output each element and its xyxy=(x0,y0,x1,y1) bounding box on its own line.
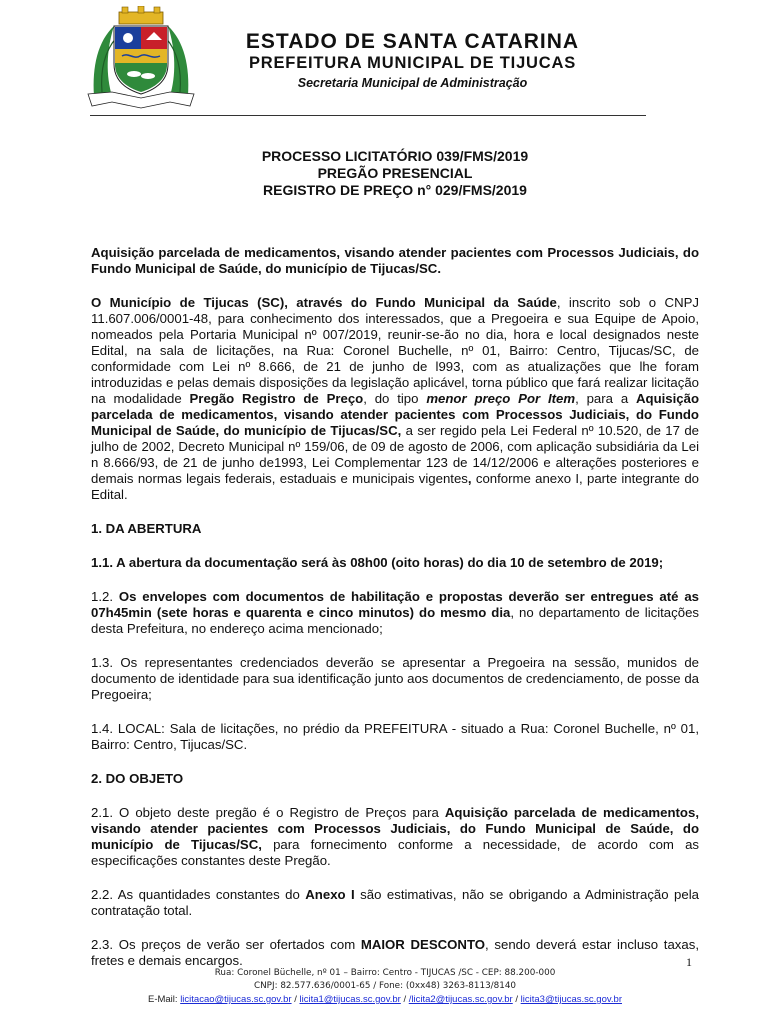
intro-text3: , para a xyxy=(575,391,636,406)
item-2-1 xyxy=(91,805,699,869)
section-2-title: 2. DO OBJETO xyxy=(91,771,184,786)
footer-address: Rua: Coronel Büchelle, nº 01 – Bairro: Centro - TIJUCAS /SC - CEP: 88.200-000 xyxy=(214,968,556,978)
prefeitura-title: PREFEITURA MUNICIPAL DE TIJUCAS xyxy=(248,54,576,72)
section-1-title: 1. DA ABERTURA xyxy=(91,521,202,536)
intro-bold: O Município de Tijucas (SC), através do Fundo Municipal da Saúde xyxy=(91,295,557,310)
coat-of-arms-icon xyxy=(84,6,198,110)
email-sep: / xyxy=(512,994,521,1005)
item-1-2 xyxy=(91,589,699,637)
document-body xyxy=(91,148,699,969)
intro-text4: a ser regido pela Lei Federal nº 10.520, de 17 de julho de 2002, Decreto Municipal nº 159/06, de 09 de agosto de 2006, com aplicação subsidiária da Lei n 8.666/93, de 21 de junho de1993, Lei Complementar 123 de 14/12/2006 e alterações posteriores e demais normas legais federais, estaduais e municipais vigentes xyxy=(91,423,699,486)
item-2-1-bold: Aquisição parcelada de medicamentos, visando atender pacientes com Processos Judiciais, do Fundo Municipal de Saúde, do município de Tijucas/SC, xyxy=(91,805,699,852)
intro-modality: Pregão Registro de Preço xyxy=(189,391,364,406)
item-1-2-text: , no departamento de licitações desta Prefeitura, no endereço acima mencionado; xyxy=(91,605,699,636)
intro-paragraph xyxy=(91,295,699,503)
letterhead xyxy=(0,0,770,115)
intro-type: menor preço Por Item xyxy=(426,391,576,406)
process-heading xyxy=(91,148,699,199)
page-number: 1 xyxy=(686,955,692,969)
email-label: E-Mail: xyxy=(147,994,181,1005)
item-2-2-bold: Anexo I xyxy=(305,887,355,902)
item-2-1-text: 2.1. O objeto deste pregão é o Registro de Preços para xyxy=(91,805,445,820)
state-title: ESTADO DE SANTA CATARINA xyxy=(245,30,580,53)
price-registry-number: REGISTRO DE PREÇO n° 029/FMS/2019 xyxy=(263,182,527,198)
intro-text5: conforme anexo I, parte integrante do Edital. xyxy=(91,471,699,502)
email-link-licitacao[interactable]: licitacao@tijucas.sc.gov.br xyxy=(180,994,292,1005)
intro-comma: , xyxy=(467,471,472,486)
email-link-licita2[interactable]: /licita2@tijucas.sc.gov.br xyxy=(408,994,513,1005)
email-sep: / xyxy=(291,994,300,1005)
modality: PREGÃO PRESENCIAL xyxy=(317,165,473,181)
item-2-2-text2: são estimativas, não se obrigando a Administração pela contratação total. xyxy=(91,887,699,918)
intro-text: , inscrito sob o CNPJ 11.607.006/0001-48, para conhecimento dos interessados, que a Pregoeira e sua Equipe de Apoio, nomeados pela Portaria Municipal nº 007/2019, reunir-se-ão no dia, hora e local designados neste Edital, na sala de licitações, na Rua: Coronel Buchelle, nº 01, Bairro: Centro, Tijucas/SC, de conformidade com Lei nº 8.666, de 21 de junho de l993, com as atualizações que lhe foram introduzidas e pelas demais disposições da legislação aplicável, torna público que fará realizar licitação na modalidade xyxy=(91,295,699,406)
process-number: PROCESSO LICITATÓRIO 039/FMS/2019 xyxy=(261,148,529,164)
footer xyxy=(60,967,710,1006)
item-2-3-text2: , sendo deverá estar incluso taxas, fretes e demais encargos. xyxy=(91,937,699,968)
item-2-1-text2: para fornecimento conforme a necessidade, de acordo com as especificações constantes deste Pregão. xyxy=(91,837,700,868)
item-2-3 xyxy=(91,937,699,969)
item-1-3: 1.3. Os representantes credenciados deverão se apresentar a Pregoeira na sessão, munidos de documento de identidade para sua identificação junto aos documentos de credenciamento, de posse da Pregoeira; xyxy=(91,655,699,702)
item-1-1: 1.1. A abertura da documentação será às 08h00 (oito horas) do dia 10 de setembro de 2019; xyxy=(91,555,664,570)
footer-cnpj: CNPJ: 82.577.636/0001-65 / Fone: (0xx48) 3263-8113/8140 xyxy=(253,981,517,991)
email-sep: / xyxy=(400,994,409,1005)
item-2-3-text: 2.3. Os preços de verão ser ofertados com xyxy=(91,937,361,952)
email-link-licita1[interactable]: licita1@tijucas.sc.gov.br xyxy=(299,994,401,1005)
intro-object: Aquisição parcelada de medicamentos, visando atender pacientes com Processos Judiciais, do Fundo Municipal de Saúde, do município de Tijucas/SC, xyxy=(91,391,700,438)
item-1-4: 1.4. LOCAL: Sala de licitações, no prédio da PREFEITURA - situado a Rua: Coronel Buchelle, nº 01, Bairro: Centro, Tijucas/SC. xyxy=(91,721,699,752)
item-2-2 xyxy=(91,887,699,919)
item-1-2-bold: Os envelopes com documentos de habilitação e propostas deverão ser entregues até as 07h45min (sete horas e quarenta e cinco minutos) do mesmo dia xyxy=(91,589,699,620)
item-1-2-num: 1.2. xyxy=(91,589,119,604)
item-2-3-bold: MAIOR DESCONTO xyxy=(360,937,486,952)
item-2-2-text: 2.2. As quantidades constantes do xyxy=(91,887,306,902)
secretaria-subtitle: Secretaria Municipal de Administração xyxy=(297,76,528,90)
header-divider xyxy=(90,115,646,116)
intro-text2: , do tipo xyxy=(363,391,427,406)
email-link-licita3[interactable]: licita3@tijucas.sc.gov.br xyxy=(520,994,622,1005)
object-summary: Aquisição parcelada de medicamentos, visando atender pacientes com Processos Judiciais, do Fundo Municipal de Saúde, do município de Tijucas/SC. xyxy=(91,245,699,276)
footer-emails xyxy=(60,993,710,1006)
